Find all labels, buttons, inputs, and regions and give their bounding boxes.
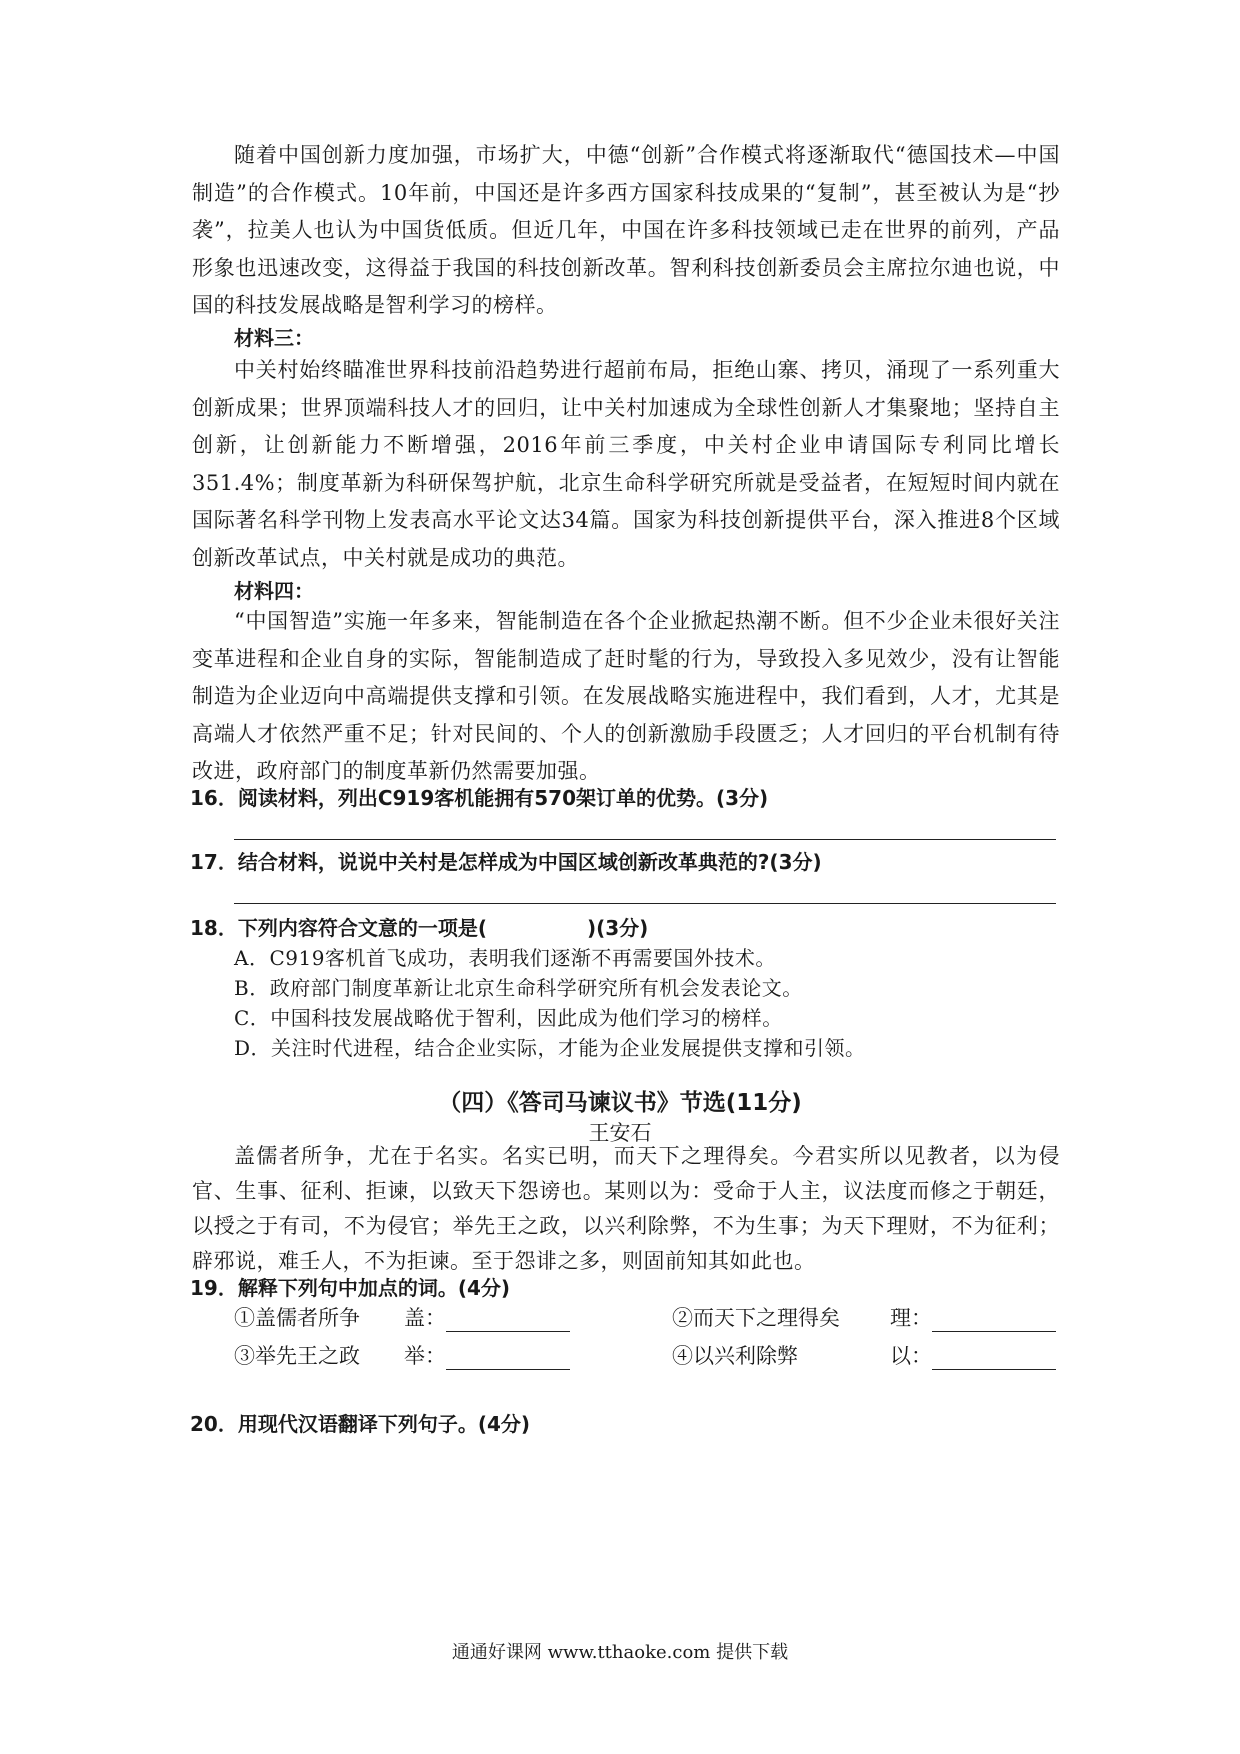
answer-line-16[interactable] — [234, 839, 1056, 840]
option-d[interactable]: D．关注时代进程，结合企业实际，才能为企业发展提供支撑和引领。 — [234, 1036, 866, 1060]
section-4-author: 王安石 — [588, 1121, 652, 1145]
q19-item-2-word: 理： — [890, 1306, 932, 1330]
question-17: 17．结合材料，说说中关村是怎样成为中国区域创新改革典范的?(3分) — [190, 850, 822, 874]
answer-line-17[interactable] — [234, 903, 1056, 904]
material-4-heading: 材料四： — [234, 579, 314, 603]
question-19: 19．解释下列句中加点的词。(4分) — [190, 1276, 511, 1300]
q19-item-3-answer[interactable] — [404, 1340, 570, 1370]
q19-item-2-phrase: ②而天下之理得矣 — [672, 1306, 840, 1330]
classical-text: 盖儒者所争，尤在于名实。名实已明，而天下之理得矣。今君实所以见教者，以为侵官、生事、征利、拒谏，以致天下怨谤也。某则以为：受命于人主，议法度而修之于朝廷，以授之于有司，不为侵官；举先王之政，以兴利除弊，不为生事；为天下理财，不为征利；辟邪说，难壬人，不为拒谏。至于怨诽之多，则固前知其如此也。 — [192, 1144, 1060, 1273]
question-20: 20．用现代汉语翻译下列句子。(4分) — [190, 1412, 531, 1436]
option-a[interactable]: A．C919客机首飞成功，表明我们逐渐不再需要国外技术。 — [234, 946, 776, 970]
option-c[interactable]: C．中国科技发展战略优于智利，因此成为他们学习的榜样。 — [234, 1006, 783, 1030]
option-b[interactable]: B．政府部门制度革新让北京生命科学研究所有机会发表论文。 — [234, 976, 803, 1000]
q19-item-4-phrase: ④以兴利除弊 — [672, 1344, 798, 1368]
q19-item-1-answer[interactable] — [404, 1302, 570, 1332]
passage-paragraph-1: 随着中国创新力度加强，市场扩大，中德“创新”合作模式将逐渐取代“德国技术—中国制造”的合作模式。10年前，中国还是许多西方国家科技成果的“复制”，甚至被认为是“抄袭”，拉美人也认为中国货低质。但近几年，中国在许多科技领域已走在世界的前列，产品形象也迅速改变，这得益于我国的科技创新改革。智利科技创新委员会主席拉尔迪也说，中国的科技发展战略是智利学习的榜样。 — [192, 143, 1060, 317]
material-3-text: 中关村始终瞄准世界科技前沿趋势进行超前布局，拒绝山寨、拷贝，涌现了一系列重大创新成果；世界顶端科技人才的回归，让中关村加速成为全球性创新人才集聚地；坚持自主创新，让创新能力不断增强，2016年前三季度，中关村企业申请国际专利同比增长351.4%；制度革新为科研保驾护航，北京生命科学研究所就是受益者，在短短时间内就在国际著名科学刊物上发表高水平论文达34篇。国家为科技创新提供平台，深入推进8个区域创新改革试点，中关村就是成功的典范。 — [192, 358, 1060, 570]
q19-item-3-phrase: ③举先王之政 — [234, 1344, 360, 1368]
q19-item-4-answer[interactable] — [890, 1340, 1056, 1370]
q19-item-4-blank[interactable] — [932, 1349, 1056, 1370]
question-16: 16．阅读材料，列出C919客机能拥有570架订单的优势。(3分) — [190, 786, 769, 810]
q19-item-4-word: 以： — [890, 1344, 932, 1368]
section-4-title: （四）《答司马谏议书》节选(11分) — [438, 1090, 802, 1116]
q19-item-1-blank[interactable] — [446, 1311, 570, 1332]
q19-item-3-blank[interactable] — [446, 1349, 570, 1370]
question-18: 18．下列内容符合文意的一项是( )(3分) — [190, 916, 649, 940]
page-footer: 通通好课网 www.tthaoke.com 提供下载 — [451, 1642, 789, 1663]
q19-item-3-word: 举： — [404, 1344, 446, 1368]
q19-item-2-blank[interactable] — [932, 1311, 1056, 1332]
material-4-text: “中国智造”实施一年多来，智能制造在各个企业掀起热潮不断。但不少企业未很好关注变革进程和企业自身的实际，智能制造成了赶时髦的行为，导致投入多见效少，没有让智能制造为企业迈向中高端提供支撑和引领。在发展战略实施进程中，我们看到，人才，尤其是高端人才依然严重不足；针对民间的、个人的创新激励手段匮乏；人才回归的平台机制有待改进，政府部门的制度革新仍然需要加强。 — [192, 609, 1060, 783]
q19-item-2-answer[interactable] — [890, 1302, 1056, 1332]
q19-item-1-phrase: ①盖儒者所争 — [234, 1306, 360, 1330]
q19-item-1-word: 盖： — [404, 1306, 446, 1330]
material-3-heading: 材料三： — [234, 326, 314, 350]
